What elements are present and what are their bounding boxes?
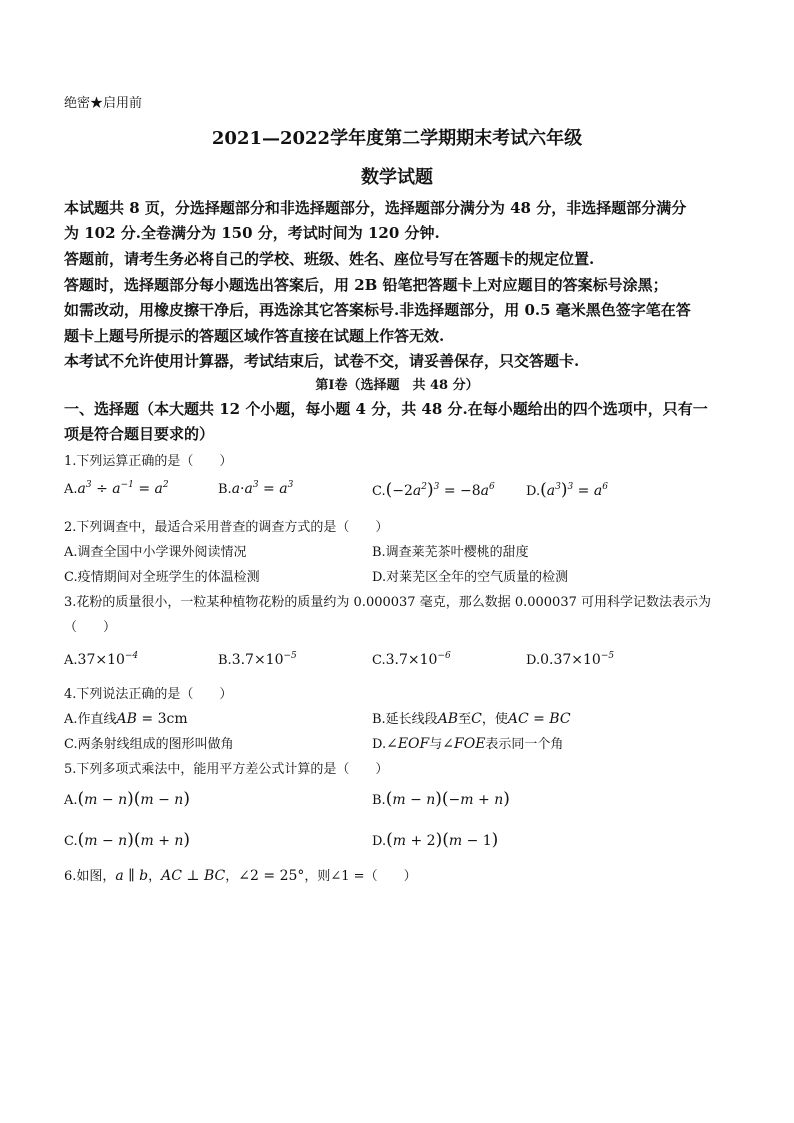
secret-label: 绝密★启用前 [64, 96, 143, 111]
intro-line: 答题前，请考生务必将自己的学校、班级、姓名、座位号写在答题卡的规定位置. [64, 250, 595, 268]
q5-stem: 5.下列多项式乘法中，能用平方差公式计算的是（ ） [64, 762, 389, 777]
q2-option-a: A.调查全国中小学课外阅读情况 [64, 545, 247, 560]
q4-option-b: B.延长线段AB至C，使AC = BC [372, 711, 571, 727]
exam-subtitle: 数学试题 [361, 167, 433, 188]
intro-line: 题卡上题号所提示的答题区域作答直接在试题上作答无效. [64, 327, 445, 345]
q5-option-d: D.(m + 2)(m − 1) [372, 830, 499, 850]
q3-option-d: $D.0.37\times 10^{-5}$ [526, 651, 615, 668]
section-heading: 一、选择题（本大题共 12 个小题，每小题 4 分，共 48 分.在每小题给出的四个选项中，只有一 [64, 400, 708, 418]
q1-option-c: $C.(-2a^2)^3 = -8a^6$ [372, 480, 495, 500]
q1-option-d: $D.(a^3)^3 = a^6$ [526, 480, 608, 500]
volume-title: 第Ⅰ卷（选择题 共 48 分） [315, 378, 479, 393]
q4-option-c: C.两条射线组成的图形叫做角 [64, 737, 234, 752]
intro-line: 本考试不允许使用计算器，考试结束后，试卷不交，请妥善保存，只交答题卡. [64, 352, 580, 370]
q4-stem: 4.下列说法正确的是（ ） [64, 687, 233, 702]
intro-line: 为 102 分.全卷满分为 150 分，考试时间为 120 分钟. [64, 224, 440, 242]
q5-option-c: C.(m − n)(m + n) [64, 830, 191, 850]
q2-option-b: B.调查莱芜茶叶樱桃的甜度 [372, 545, 529, 560]
q3-option-c: $C.3.7\times 10^{-6}$ [372, 651, 451, 668]
q2-option-d: D.对莱芜区全年的空气质量的检测 [372, 570, 569, 585]
q4-option-d: D.∠EOF与∠FOE表示同一个角 [372, 736, 564, 752]
q1-option-b: $B.a\cdot a^3 = a^3$ [218, 480, 294, 497]
q3-stem: 3.花粉的质量很小，一粒某种植物花粉的质量约为 0.000037 毫克，那么数据 0.000037 可用科学记数法表示为 [64, 595, 711, 610]
q1-option-a: $A.a^3 \div a^{-1} = a^2$ [64, 480, 169, 497]
q5-option-a: A.(m − n)(m − n) [64, 789, 190, 809]
q1-stem: 1.下列运算正确的是（ ） [64, 454, 233, 469]
intro-line: 本试题共 8 页，分选择题部分和非选择题部分，选择题部分满分为 48 分，非选择题部分满分 [64, 199, 687, 217]
q4-option-a: A.作直线AB = 3cm [64, 711, 188, 727]
q3-stem-paren: （ ） [64, 620, 117, 635]
q2-stem: 2.下列调查中，最适合采用普查的调查方式的是（ ） [64, 520, 389, 535]
q2-option-c: C.疫情期间对全班学生的体温检测 [64, 570, 260, 585]
section-heading: 项是符合题目要求的） [64, 425, 215, 443]
q3-option-a: $A.37\times 10^{-4}$ [64, 651, 139, 668]
intro-line: 答题时，选择题部分每小题选出答案后，用 2B 铅笔把答题卡上对应题目的答案标号涂黑； [64, 276, 668, 294]
q6-stem: 6.如图，a ∥ b，AC ⊥ BC，∠2 = 25°，则∠1 =（ ） [64, 868, 417, 884]
q5-option-b: B.(m − n)(−m + n) [372, 789, 510, 809]
exam-title: 2021—2022学年度第二学期期末考试六年级 [211, 128, 583, 149]
q3-option-b: $B.3.7\times 10^{-5}$ [218, 651, 297, 668]
intro-line: 如需改动，用橡皮擦干净后，再选涂其它答案标号.非选择题部分，用 0.5 毫米黑色签字笔在答 [64, 301, 691, 319]
